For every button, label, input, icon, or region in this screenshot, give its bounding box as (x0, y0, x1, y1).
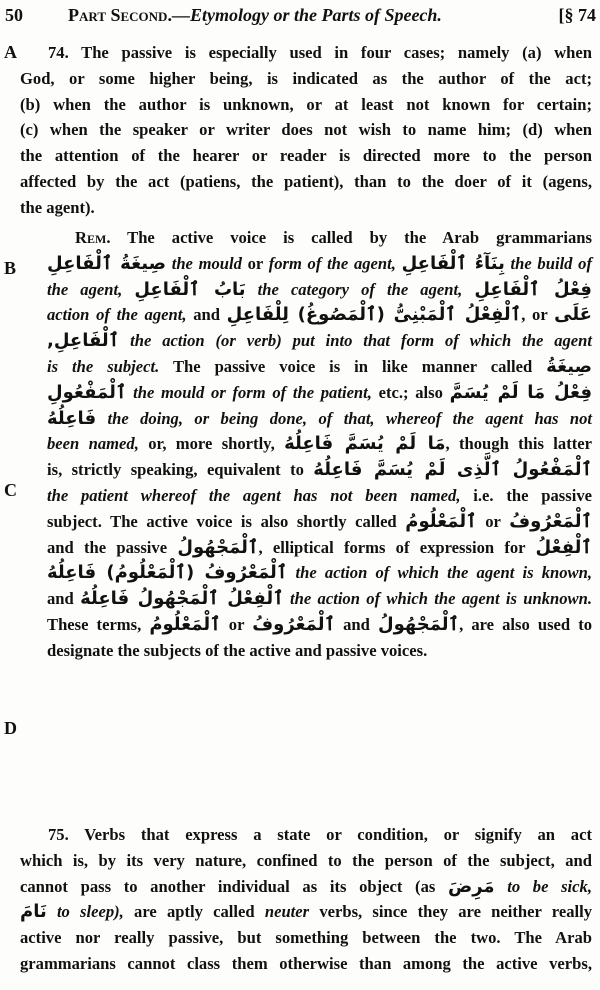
para74-line-6: affected by the act (patiens, the patient), than to the doer of it (agens, (20, 171, 592, 191)
margin-letter-d: D (4, 718, 17, 738)
rem-line-13: and the passive ٱلْمَجْهُولُ, elliptical forms of expression for ٱلْفِعْلُ (47, 536, 592, 558)
para74-line-1: 74. The passive is especially used in four cases; namely (a) when (48, 43, 592, 62)
rem-line-12: subject. The active voice is also shortly called ٱلْمَعْلُومُ or ٱلْمَعْرُوفُ (47, 510, 593, 532)
rem-line-16: These terms, ٱلْمَعْلُومُ or ٱلْمَعْرُوفُ and ٱلْمَجْهُولُ, are also used to (47, 613, 593, 635)
rem-label: Rem. (75, 228, 111, 247)
rem-line-9: been named, or, more shortly, مَا لَمْ يُسَمَّ فَاعِلُهُ, though this latter (47, 433, 592, 455)
rem-line-2: صِيغَةُ ٱلْفَاعِلِ the mould or form of the agent, بِنَآءُ ٱلْفَاعِلِ the build of (47, 252, 592, 274)
para75-line-1: 75. Verbs that express a state or condition, or signify an act (48, 825, 592, 844)
para74-line-7: the agent). (20, 197, 95, 217)
margin-letter-a: A (4, 42, 17, 62)
rem-line-4: action of the agent, and ٱلْفِعْلُ ٱلْمَبْنِىُّ (ٱلْمَصُوغُ) لِلْفَاعِلِ, or عَلَى (47, 304, 592, 326)
para74-line-3: (b) when the author is unknown, or at least not known for certain; (20, 94, 592, 114)
running-header (0, 2, 600, 28)
rem-line-10: is, strictly speaking, equivalent to ٱلْمَفْعُولُ ٱلَّذِى لَمْ يُسَمَّ فَاعِلُهُ (47, 459, 592, 481)
rem-line-1: Rem. The active voice is called by the Arab grammarians (75, 228, 592, 247)
para75-line-3: cannot pass to another individual as its object (as مَرِضَ to be sick, (20, 875, 592, 897)
page-number: 50 (5, 5, 23, 25)
remark-block (47, 225, 592, 664)
rem-line-14: ٱلْمَعْرُوفُ (ٱلْمَعْلُومُ) فَاعِلُهُ the action of which the agent is known, (47, 562, 593, 584)
paragraph-75 (20, 822, 592, 977)
para75-line-6: grammarians cannot class them otherwise than among the active verbs, (20, 953, 592, 973)
para75-line-4: نَامَ to sleep), are aptly called neuter verbs, since they are neither really (20, 901, 593, 923)
margin-letter-c: C (4, 480, 17, 500)
rem-line-11: the patient whereof the agent has not been named, i.e. the passive (47, 485, 592, 505)
para74-line-4: (c) when the speaker or writer does not wish to name him; (d) when (20, 120, 592, 140)
part-label: Part Second. (68, 5, 172, 25)
rem-line-7: ٱلْمَفْعُولِ the mould or form of the patient, etc.; also فِعْلُ مَا لَمْ يُسَمَّ (47, 381, 593, 403)
running-title (68, 2, 442, 28)
para75-line-5: active nor really passive, but something between the two. The Arab (20, 928, 592, 948)
rem-line-5: ٱلْفَاعِلِ, the action (or verb) put into that form of which the agent (47, 330, 592, 352)
para74-line-2: God, or some higher being, is indicated as the author of the act; (20, 68, 592, 88)
paragraph-74 (20, 40, 592, 221)
margin-letter-b: B (4, 258, 17, 278)
para74-number: 74. (48, 43, 69, 62)
para75-line-2: which is, by its very nature, confined to the person of the subject, and (20, 850, 592, 870)
part-subject: —Etymology or the Parts of Speech. (171, 5, 442, 25)
para75-number: 75. (48, 825, 69, 844)
rem-line-8: فَاعِلُهُ the doing, or being done, of that, whereof the agent has not (47, 407, 592, 429)
rem-line-6: is the subject. The passive voice is in like manner called صِيغَةُ (47, 355, 592, 377)
rem-line-3: the agent, بَابُ ٱلْفَاعِلِ the category of the agent, فِعْلُ ٱلْفَاعِلِ (47, 278, 592, 300)
para74-line-5: the attention of the hearer or reader is directed more to the person (20, 146, 592, 166)
section-mark: [§ 74 (558, 5, 596, 25)
rem-line-17: designate the subjects of the active and passive voices. (47, 640, 428, 660)
rem-line-15: and ٱلْفِعْلُ ٱلْمَجْهُولُ فَاعِلُهُ the action of which the agent is unknown. (47, 588, 592, 610)
